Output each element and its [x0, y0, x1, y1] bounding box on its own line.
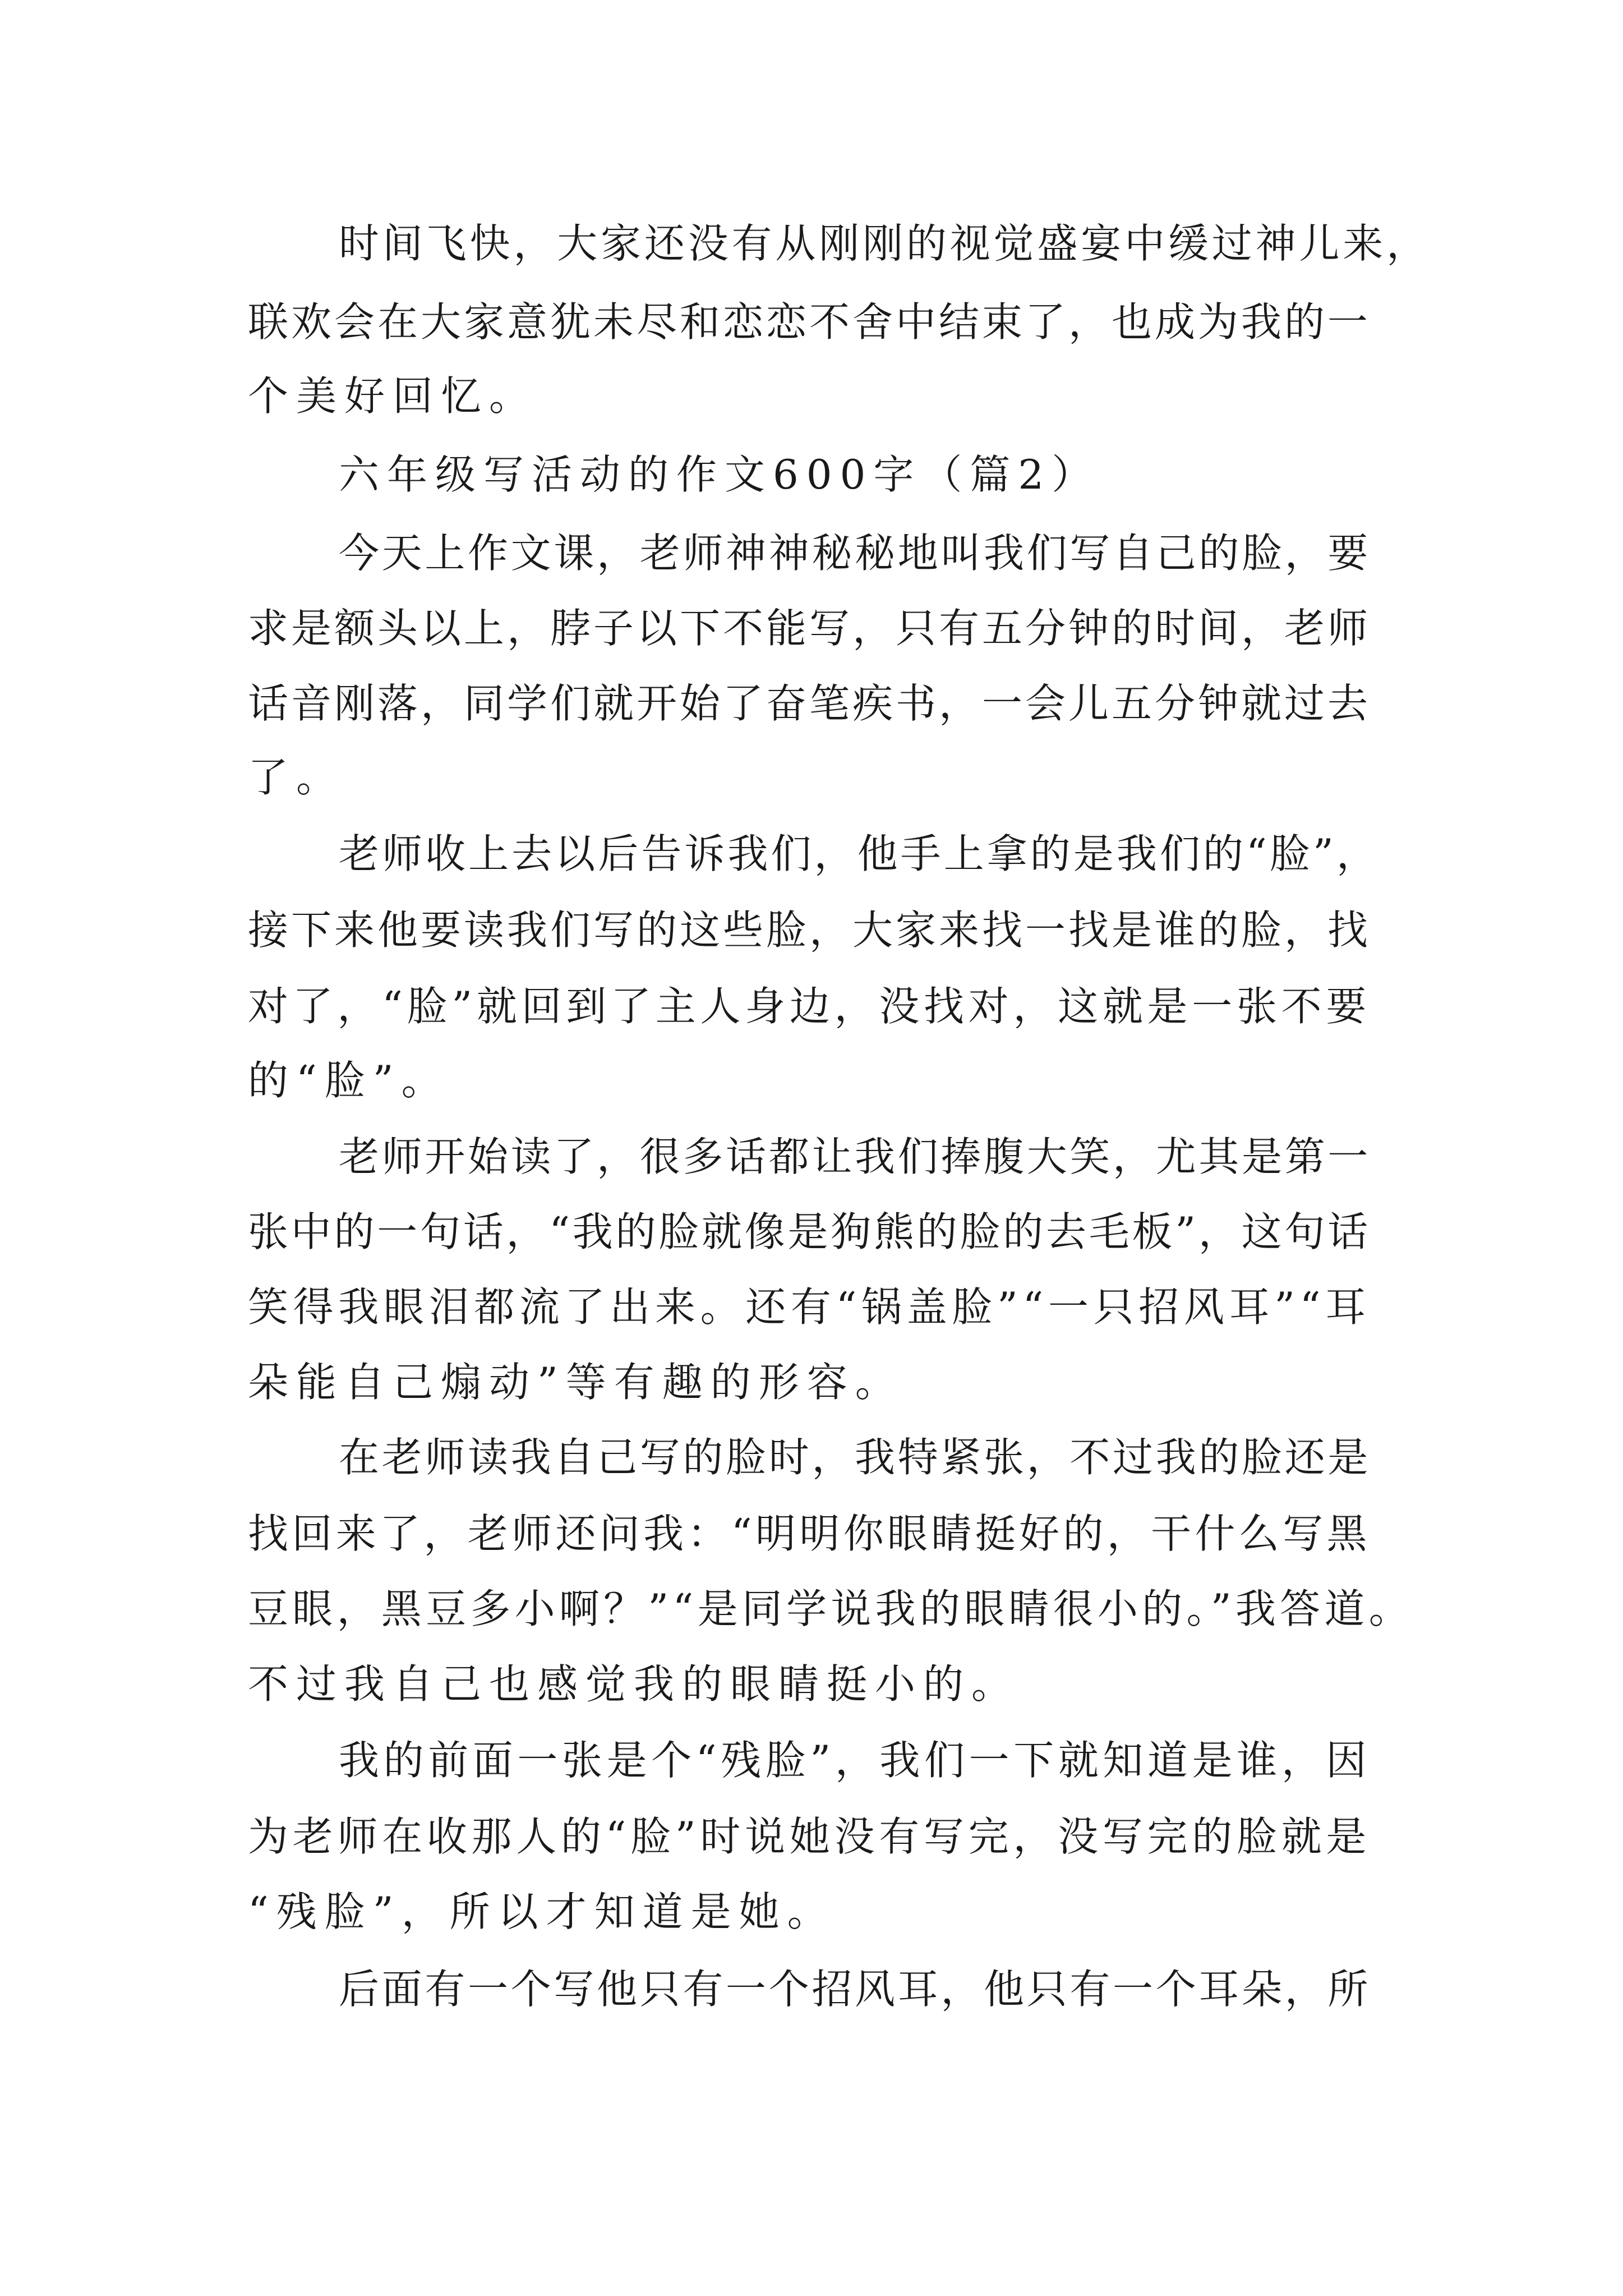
text-line: 我的前面一张是个“残脸”，我们一下就知道是谁，因 — [339, 1737, 1371, 1784]
text-line: 老师开始读了，很多话都让我们捧腹大笑，尤其是第一 — [339, 1133, 1371, 1181]
text-line: 在老师读我自己写的脸时，我特紧张，不过我的脸还是 — [339, 1434, 1371, 1481]
text-line: 时间飞快，大家还没有从刚刚的视觉盛宴中缓过神儿来， — [339, 220, 1431, 268]
text-line: 为老师在收那人的“脸”时说她没有写完，没写完的脸就是 — [248, 1813, 1371, 1861]
text-line: “残脸”，所以才知道是她。 — [248, 1888, 836, 1936]
text-line: 张中的一句话，“我的脸就像是狗熊的脸的去毛板”，这句话 — [248, 1208, 1371, 1256]
text-line: 话音刚落，同学们就开始了奋笔疾书，一会儿五分钟就过去 — [248, 680, 1371, 728]
text-line: 联欢会在大家意犹未尽和恋恋不舍中结束了，也成为我的一 — [248, 298, 1371, 346]
text-line: 接下来他要读我们写的这些脸，大家来找一找是谁的脸，找 — [248, 907, 1371, 954]
text-line: 豆眼，黑豆多小啊？”“是同学说我的眼睛很小的。”我答道。 — [248, 1585, 1413, 1633]
text-line: 今天上作文课，老师神神秘秘地叫我们写自己的脸，要 — [339, 530, 1371, 577]
text-line: 的“脸”。 — [248, 1057, 450, 1105]
text-line: 后面有一个写他只有一个招风耳，他只有一个耳朵，所 — [339, 1966, 1371, 2013]
text-line: 找回来了，老师还问我：“明明你眼睛挺好的，干什么写黑 — [248, 1510, 1371, 1558]
section-heading: 六年级写活动的作文600字（篇2） — [339, 451, 1100, 499]
text-line: 对了，“脸”就回到了主人身边，没找对，这就是一张不要 — [248, 983, 1371, 1030]
text-line: 笑得我眼泪都流了出来。还有“锅盖脸”“一只招风耳”“耳 — [248, 1283, 1371, 1331]
text-line: 老师收上去以后告诉我们，他手上拿的是我们的“脸”， — [339, 830, 1380, 878]
text-line: 朵能自己煽动”等有趣的形容。 — [248, 1359, 903, 1406]
text-line: 不过我自己也感觉我的眼睛挺小的。 — [248, 1660, 1020, 1708]
text-line: 了。 — [248, 754, 345, 802]
text-line: 个美好回忆。 — [248, 372, 538, 420]
text-line: 求是额头以上，脖子以下不能写，只有五分钟的时间，老师 — [248, 605, 1371, 652]
